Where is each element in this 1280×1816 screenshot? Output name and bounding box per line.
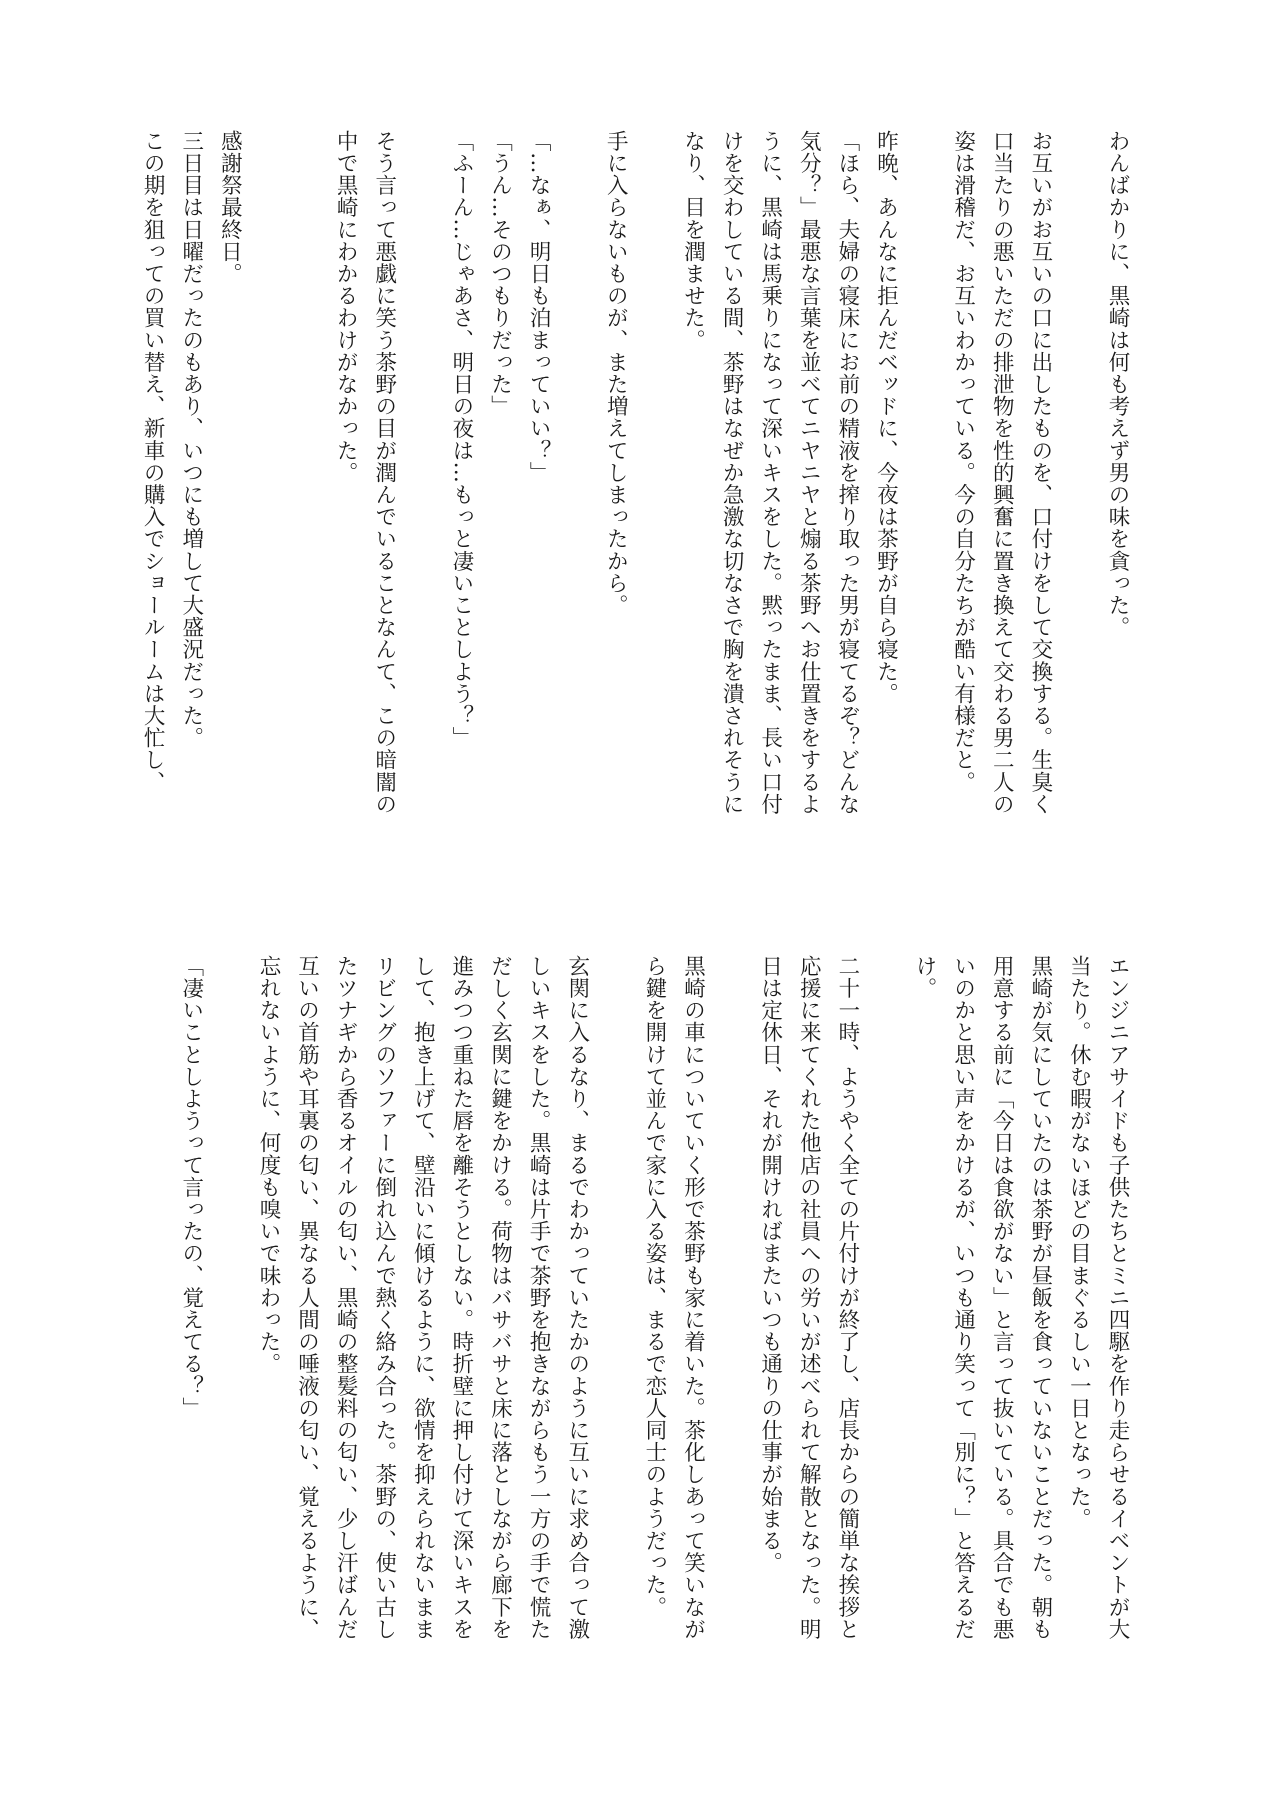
blank-line [904,130,943,825]
blank-line [596,955,635,1655]
paragraph: お互いがお互いの口に出したものを、口付けをして交換する。生臭く口当たりの悪いただの排泄物を性的興奮に置き換えて交わる男二人の姿は滑稽だ、お互いわかっている。今の自分たちが酷い有様だと。 [950,130,1053,816]
dialogue-line: 「うん…そのつもりだった」 [487,130,513,418]
paragraph: 昨晩、あんなに拒んだベッドに、今夜は茶野が自ら寝た。 [873,130,899,705]
paragraph: 玄関に入るなり、まるでわかっていたかのように互いに求め合って激しいキスをした。黒崎は片手で茶野を抱きながらもう一方の手で慌ただしく玄関に鍵をかける。荷物はバサバサと床に落としながら廊下を進みつつ重ねた唇を離そうとしない。時折壁に押し付けて深いキスをして、抱き上げて、壁沿いに傾けるように、欲情を抑えられないままリビングのソファーに倒れ込んで熱く絡み合った。茶野の、使い古したツナギから香るオイルの匂い、黒崎の整髪料の匂い、少し汗ばんだ互いの首筋や耳裏の匂い、異なる人間の唾液の匂い、覚えるように、忘れないように、何度も嗅いで味わった。 [255,955,590,1641]
blank-line [287,130,326,825]
blank-line [557,130,596,825]
blank-line [711,955,750,1655]
blank-line [403,130,442,825]
text-tier-top [136,130,1136,825]
paragraph: 黒崎が気にしていたのは茶野が昼飯を食っていないことだった。朝も用意する前に「今日は食欲がない」と言って抜いている。具合でも悪いのかと思い声をかけるが、いつも通り笑って「別に？」と答えるだけ。 [912,955,1053,1641]
dialogue-line: 「…なぁ、明日も泊まっていい？」 [526,130,552,484]
paragraph: 手に入らないものが、また増えてしまったから。 [603,130,629,617]
paragraph: 「ほら、夫婦の寝床にお前の精液を搾り取った男が寝てるぞ？どんな気分？」最悪な言葉を並べてニヤニヤと煽る茶野へお仕置きをするように、黒崎は馬乗りになって深いキスをした。黙ったまま、長い口付けを交わしている間、茶野はなぜか急激な切なさで胸を潰されそうになり、目を潤ませた。 [680,130,860,816]
blank-line [1059,130,1098,825]
paragraph: 三日目は日曜だったのもあり、いつにも増して大盛況だった。 [178,130,204,749]
blank-line [210,955,249,1655]
blank-line [248,130,287,825]
paragraph: わんばかりに、黒崎は何も考えず男の味を貪った。 [1105,130,1130,639]
dialogue-line: 「ふーん…じゃあさ、明日の夜は…もっと凄いことしよう？」 [448,130,474,749]
text-tier-bottom [136,955,1136,1655]
paragraph: 二十一時、ようやく全ての片付けが終了し、店長からの簡単な挨拶と応援に来てくれた他店の社員への労いが述べられて解散となった。明日は定休日、それが開ければまたいつも通りの仕事が始まる。 [757,955,860,1641]
paragraph: この期を狙っての買い替え、新車の購入でショールームは大忙し、 [140,130,166,793]
paragraph: エンジニアサイドも子供たちとミニ四駆を作り走らせるイベントが大当たり。休む暇がないほどの目まぐるしい一日となった。 [1066,955,1130,1641]
paragraph: 黒崎の車についていく形で茶野も家に着いた。茶化しあって笑いながら鍵を開けて並んで家に入る姿は、まるで恋人同士のようだった。 [641,955,706,1641]
paragraph: 感謝祭最終日。 [217,130,243,285]
blank-line [866,955,905,1655]
dialogue-line: 「凄いことしようって言ったの、覚えてる？」 [178,955,204,1420]
paragraph: そう言って悪戯に笑う茶野の目が潤んでいることなんて、この暗闇の中で黒崎にわかるわけがなかった。 [333,130,397,816]
blank-line [634,130,673,825]
